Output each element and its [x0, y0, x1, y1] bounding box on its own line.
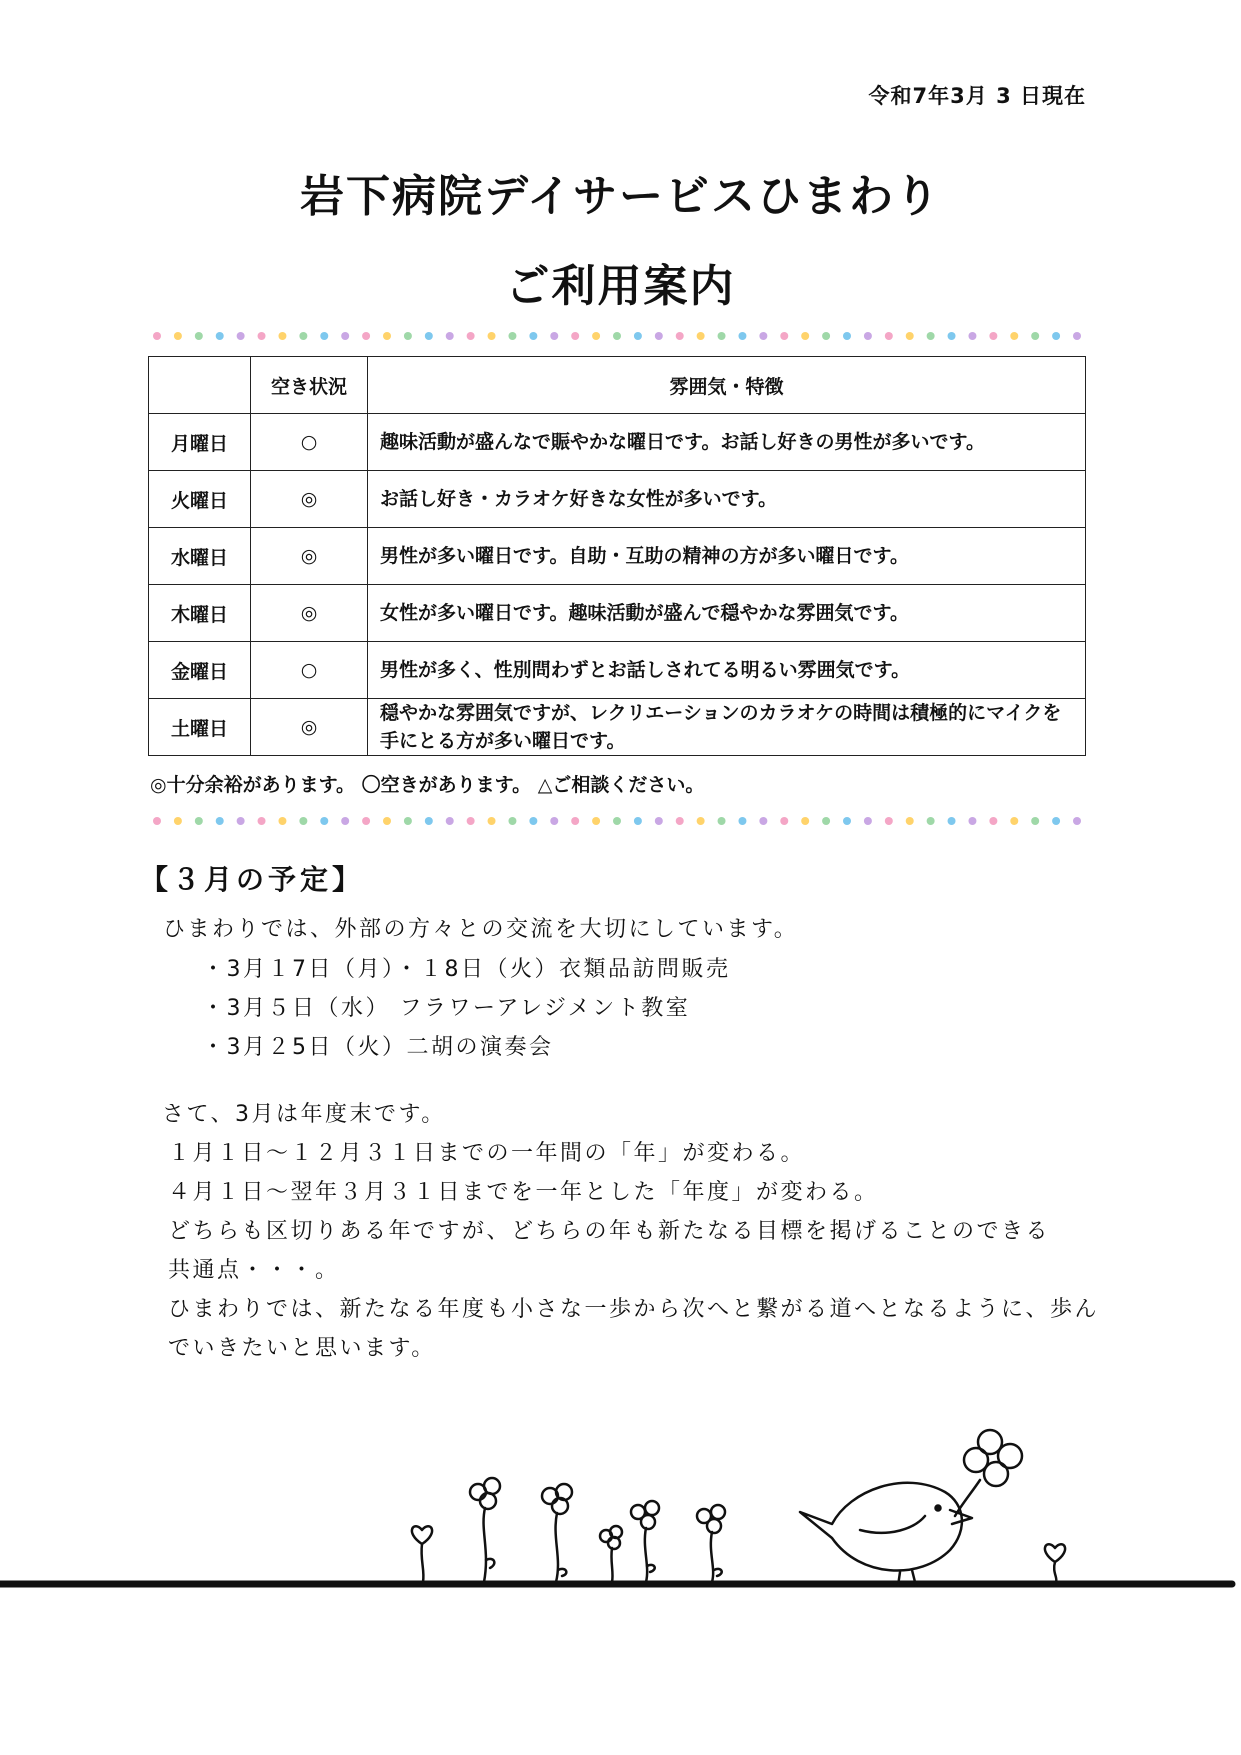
availability-cell: ◎: [251, 585, 368, 642]
divider-dot: [822, 332, 830, 340]
divider-dot: [425, 817, 433, 825]
divider-dot: [446, 817, 454, 825]
divider-dot: [780, 332, 788, 340]
divider-dot: [759, 817, 767, 825]
divider-dot: [801, 332, 809, 340]
divider-dot: [906, 332, 914, 340]
divider-dot: [613, 817, 621, 825]
divider-dot: [676, 817, 684, 825]
flower-icon: [542, 1484, 572, 1582]
divider-dot: [237, 332, 245, 340]
message-line: ひまわりでは、新たなる年度も小さな一歩から次へと繋がる道へとなるように、歩ん: [168, 1297, 1100, 1322]
table-row: [149, 414, 1086, 471]
divider-dot: [404, 332, 412, 340]
divider-dot: [843, 817, 851, 825]
divider-dot: [613, 332, 621, 340]
divider-dot: [529, 332, 537, 340]
message-line: １月１日～１２月３１日までの一年間の「年」が変わる。: [168, 1141, 806, 1166]
divider-dot: [383, 332, 391, 340]
divider-dot: [153, 817, 161, 825]
message-line: どちらも区切りある年ですが、どちらの年も新たなる目標を掲げることのできる: [168, 1219, 1051, 1244]
divider-dot: [299, 332, 307, 340]
bird-icon: [800, 1483, 972, 1586]
divider-dot: [1052, 332, 1060, 340]
description-cell: 女性が多い曜日です。趣味活動が盛んで穏やかな雰囲気です。: [368, 585, 1086, 642]
table-row: [149, 471, 1086, 528]
divider-dot: [1052, 817, 1060, 825]
divider-dot: [697, 332, 705, 340]
divider-dot: [1031, 817, 1039, 825]
table-row: [149, 528, 1086, 585]
description-cell: 趣味活動が盛んなで賑やかな曜日です。お話し好きの男性が多いです。: [368, 414, 1086, 471]
divider-dot: [446, 332, 454, 340]
divider-dot: [759, 332, 767, 340]
date-label: 令和7年3月 3 日現在: [868, 84, 1086, 108]
divider-dot: [362, 817, 370, 825]
divider-dot: [968, 817, 976, 825]
divider-dot: [801, 817, 809, 825]
description-cell: 男性が多く、性別問わずとお話しされてる明るい雰囲気です。: [368, 642, 1086, 699]
divider-dot: [299, 817, 307, 825]
divider-dot: [488, 332, 496, 340]
divider-dot: [738, 332, 746, 340]
schedule-title: 【３月の予定】: [140, 863, 365, 896]
divider-dot: [780, 817, 788, 825]
divider-dot: [362, 332, 370, 340]
table-header-cell: 空き状況: [251, 357, 368, 414]
flower-icon: [412, 1526, 432, 1582]
divider-dot: [948, 817, 956, 825]
divider-dot: [404, 817, 412, 825]
divider-dot: [278, 817, 286, 825]
divider-dot: [989, 332, 997, 340]
table-header-cell: [149, 357, 251, 414]
divider-dot: [320, 332, 328, 340]
schedule-intro: ひまわりでは、外部の方々との交流を大切にしています。: [163, 917, 799, 942]
divider-dot: [258, 817, 266, 825]
description-cell: お話し好き・カラオケ好きな女性が多いです。: [368, 471, 1086, 528]
divider-dot: [843, 332, 851, 340]
dotted-divider-bottom: [152, 814, 1082, 828]
divider-dot: [425, 332, 433, 340]
divider-dot: [216, 817, 224, 825]
table-header-row: [149, 357, 1086, 414]
divider-dot: [571, 817, 579, 825]
day-cell: 月曜日: [149, 414, 251, 471]
divider-dot: [153, 332, 161, 340]
clover-flower-icon: [955, 1430, 1022, 1516]
flower-icon: [631, 1501, 659, 1582]
divider-dot: [529, 817, 537, 825]
divider-dot: [216, 332, 224, 340]
message-line: 共通点・・・。: [168, 1258, 340, 1283]
divider-dot: [258, 332, 266, 340]
divider-dot: [718, 817, 726, 825]
schedule-item: ・3月１7日（月）・１8日（火）衣類品訪問販売: [202, 957, 731, 982]
divider-dot: [948, 332, 956, 340]
divider-dot: [634, 817, 642, 825]
table-header-cell: 雰囲気・特徴: [368, 357, 1086, 414]
table-row: [149, 699, 1086, 756]
divider-dot: [320, 817, 328, 825]
divider-dot: [676, 332, 684, 340]
divider-dot: [550, 332, 558, 340]
message-line: さて、3月は年度末です。: [162, 1102, 446, 1127]
day-cell: 金曜日: [149, 642, 251, 699]
flower-icon: [697, 1505, 725, 1582]
availability-cell: ○: [251, 414, 368, 471]
divider-dot: [1073, 817, 1081, 825]
divider-dot: [885, 817, 893, 825]
page-subtitle: ご利用案内: [505, 261, 736, 312]
divider-dot: [237, 817, 245, 825]
divider-dot: [571, 332, 579, 340]
divider-dot: [885, 332, 893, 340]
availability-cell: ○: [251, 642, 368, 699]
description-cell: 穏やかな雰囲気ですが、レクリエーションのカラオケの時間は積極的にマイクを手にとる方が多い曜日です。: [368, 699, 1086, 756]
day-cell: 土曜日: [149, 699, 251, 756]
divider-dot: [927, 332, 935, 340]
table-row: [149, 585, 1086, 642]
divider-dot: [718, 332, 726, 340]
day-cell: 木曜日: [149, 585, 251, 642]
divider-dot: [1031, 332, 1039, 340]
divider-dot: [1010, 817, 1018, 825]
divider-dot: [508, 817, 516, 825]
divider-dot: [927, 817, 935, 825]
day-cell: 火曜日: [149, 471, 251, 528]
divider-dot: [278, 332, 286, 340]
divider-dot: [488, 817, 496, 825]
divider-dot: [508, 332, 516, 340]
divider-dot: [592, 332, 600, 340]
flowers-and-bird-illustration: [0, 1420, 1241, 1600]
page-title: 岩下病院デイサービスひまわり: [300, 171, 941, 222]
divider-dot: [174, 817, 182, 825]
divider-dot: [467, 817, 475, 825]
divider-dot: [1010, 332, 1018, 340]
divider-dot: [195, 332, 203, 340]
availability-cell: ◎: [251, 528, 368, 585]
message-line: ４月１日～翌年３月３１日までを一年とした「年度」が変わる。: [168, 1180, 879, 1205]
divider-dot: [989, 817, 997, 825]
dotted-divider-top: [152, 329, 1082, 343]
availability-cell: ◎: [251, 699, 368, 756]
schedule-item: ・3月５日（水） フラワーアレジメント教室: [202, 996, 691, 1021]
divider-dot: [174, 332, 182, 340]
divider-dot: [467, 332, 475, 340]
divider-dot: [864, 817, 872, 825]
divider-dot: [822, 817, 830, 825]
divider-dot: [383, 817, 391, 825]
flower-icon: [1045, 1544, 1065, 1582]
flower-icon: [470, 1478, 500, 1582]
day-cell: 水曜日: [149, 528, 251, 585]
divider-dot: [1073, 332, 1081, 340]
divider-dot: [655, 817, 663, 825]
divider-dot: [341, 817, 349, 825]
availability-cell: ◎: [251, 471, 368, 528]
divider-dot: [655, 332, 663, 340]
divider-dot: [864, 332, 872, 340]
weekday-table: [148, 356, 1086, 756]
divider-dot: [906, 817, 914, 825]
divider-dot: [738, 817, 746, 825]
divider-dot: [195, 817, 203, 825]
divider-dot: [550, 817, 558, 825]
divider-dot: [592, 817, 600, 825]
table-row: [149, 642, 1086, 699]
divider-dot: [968, 332, 976, 340]
availability-legend: ◎十分余裕があります。 〇空きがあります。 △ご相談ください。: [150, 774, 705, 796]
divider-dot: [634, 332, 642, 340]
flower-icon: [600, 1526, 622, 1582]
description-cell: 男性が多い曜日です。自助・互助の精神の方が多い曜日です。: [368, 528, 1086, 585]
message-line: でいきたいと思います。: [168, 1336, 436, 1361]
divider-dot: [697, 817, 705, 825]
schedule-item: ・3月２5日（火）二胡の演奏会: [202, 1035, 554, 1060]
divider-dot: [341, 332, 349, 340]
